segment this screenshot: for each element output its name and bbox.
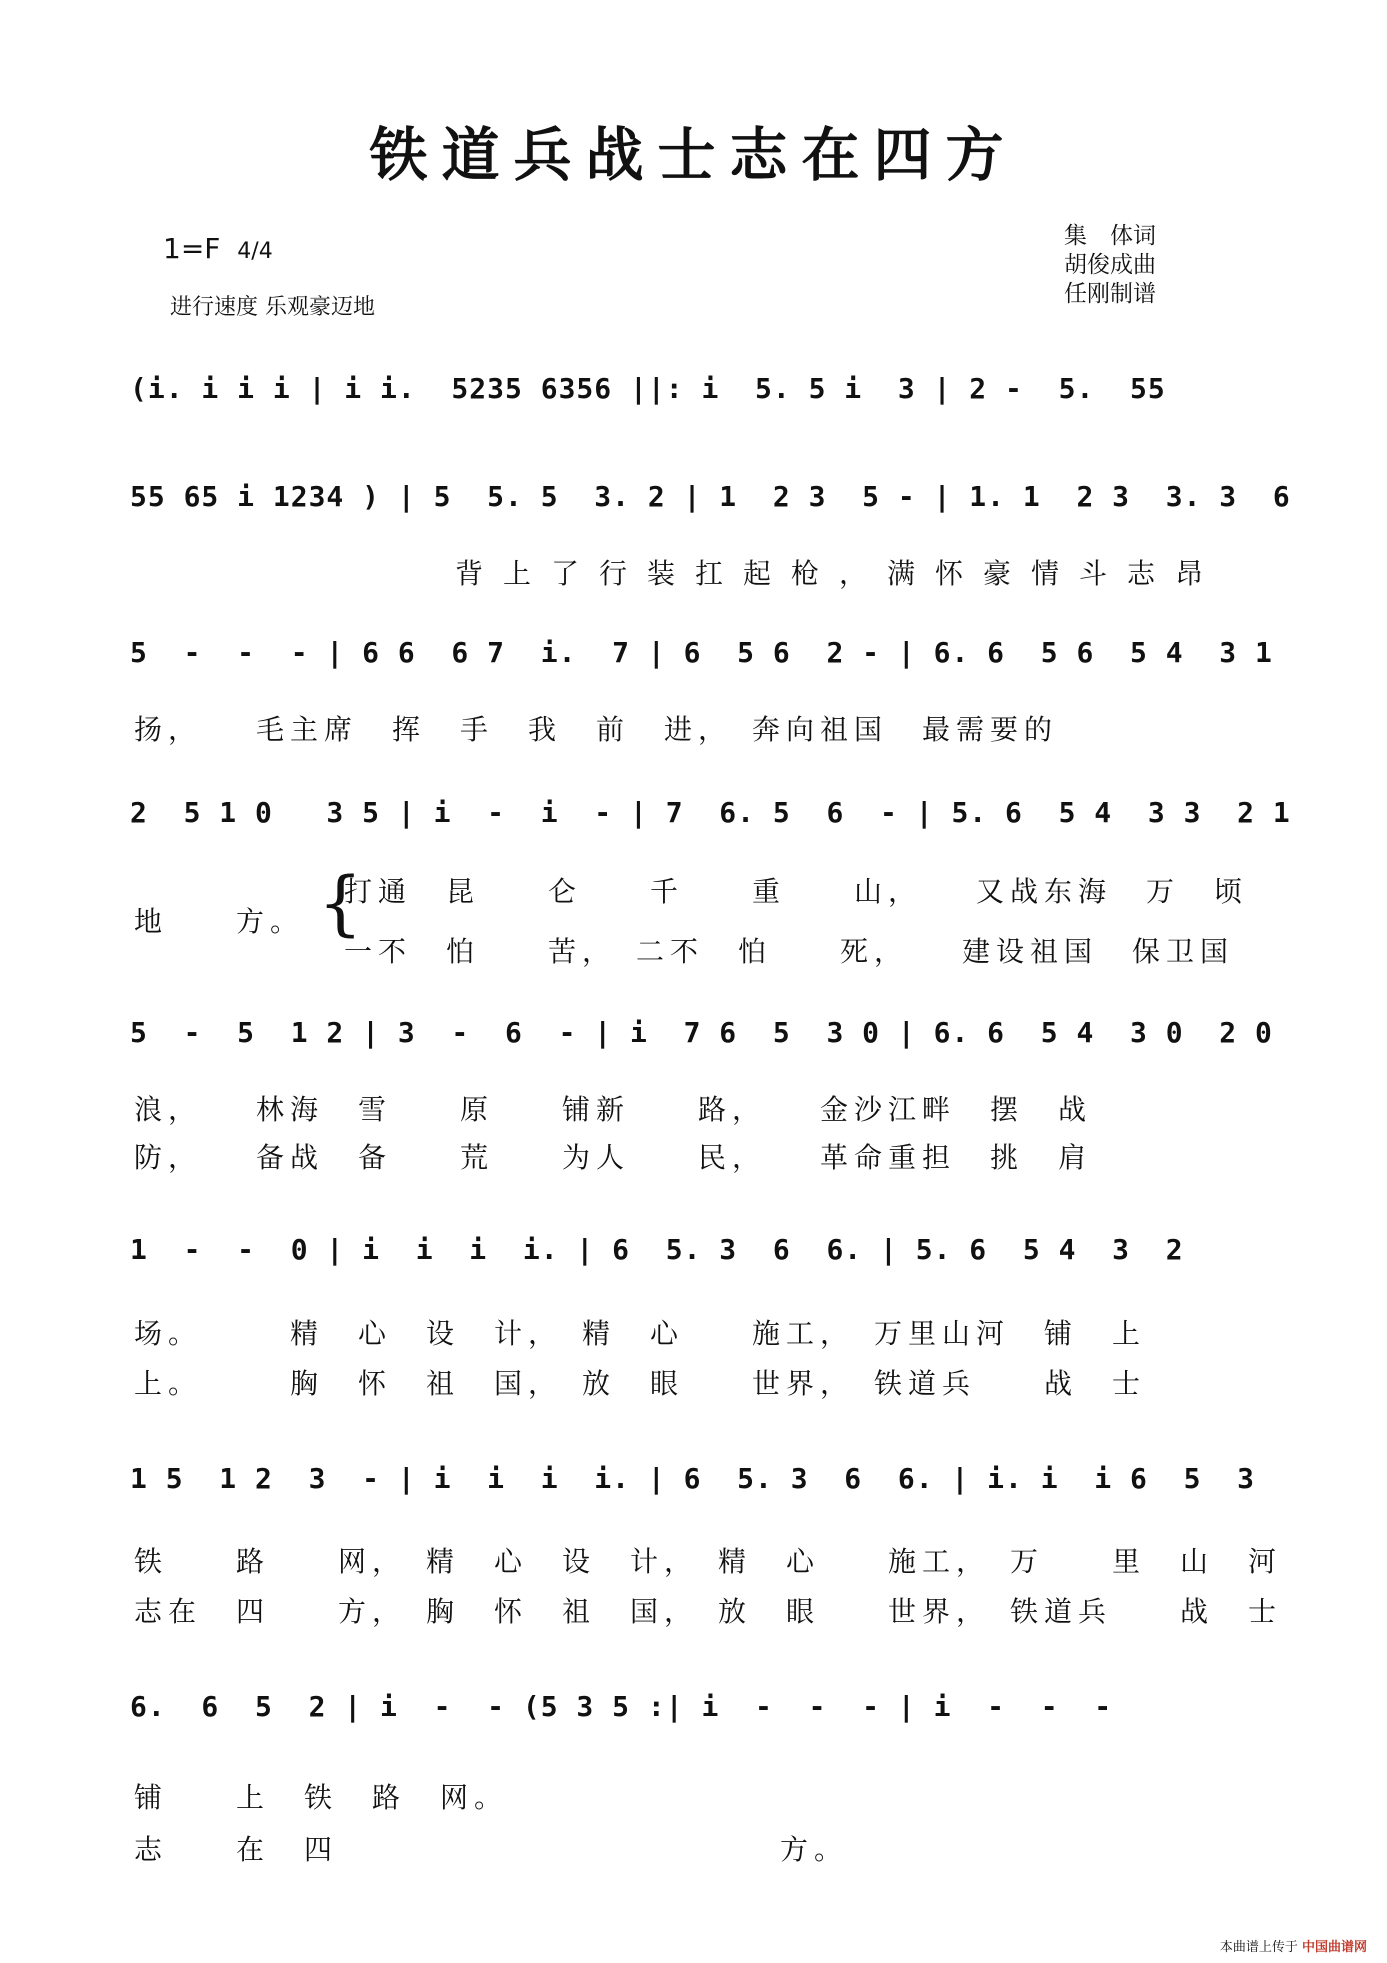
lyric-line-3-verse-2: 一不 怕 苦， 二不 怕 死， 建设祖国 保卫国 — [344, 935, 1235, 968]
lyric-line-7-verse-1: 铺 上 铁 路 网。 — [134, 1781, 509, 1814]
lyric-line-4-verse-1: 浪， 林海 雪 原 铺新 路， 金沙江畔 摆 战 — [134, 1093, 1093, 1126]
arranger: 任刚制谱 — [1064, 281, 1156, 307]
lyric-line-2: 扬， 毛主席 挥 手 我 前 进， 奔向祖国 最需要的 — [134, 713, 1059, 746]
footer-credit: 本曲谱上传于 中国曲谱网 — [1219, 1940, 1367, 1955]
staff-line-8: 6. 6 5 2 | i - - (5 3 5 :| i - - - | i - - - — [130, 1690, 1113, 1723]
lyric-line-3-verse-1: 打通 昆 仑 千 重 山， 又战东海 万 顷 — [344, 875, 1249, 908]
tempo-marking: 进行速度 乐观豪迈地 — [170, 295, 375, 320]
composer: 胡俊成曲 — [1064, 252, 1156, 278]
staff-line-1: (i. i i i | i i. 5235 6356 ||: i 5. 5 i 3 | 2 - 5. 55 — [130, 372, 1166, 405]
key-signature: 1=F 4/4 — [163, 232, 273, 265]
lyric-line-1: 背上了行装扛起枪，满怀豪情斗志昂 — [455, 557, 1224, 590]
verse-brace: { — [318, 862, 363, 944]
lyric-line-4-verse-2: 防， 备战 备 荒 为人 民， 革命重担 挑 肩 — [134, 1141, 1093, 1174]
staff-line-3: 5 - - - | 6 6 6 7 i. 7 | 6 5 6 2 - | 6. 6 5 6 5 4 3 1 — [130, 636, 1273, 669]
song-title: 铁道兵战士志在四方 — [369, 121, 1018, 189]
lyric-line-5-verse-2: 上。 胸 怀 祖 国， 放 眼 世界， 铁道兵 战 士 — [134, 1367, 1147, 1400]
lyric-line-3-shared: 地 方。 — [134, 905, 305, 938]
lyric-line-5-verse-1: 场。 精 心 设 计， 精 心 施工， 万里山河 铺 上 — [134, 1317, 1147, 1350]
credits — [1064, 222, 1156, 309]
staff-line-6: 1 - - 0 | i i i i. | 6 5. 3 6 6. | 5. 6 5 4 3 2 — [130, 1233, 1184, 1266]
staff-line-5: 5 - 5 1 2 | 3 - 6 - | i 7 6 5 3 0 | 6. 6 5 4 3 0 2 0 — [130, 1016, 1273, 1049]
staff-line-7: 1 5 1 2 3 - | i i i i. | 6 5. 3 6 6. | i. i i 6 5 3 — [130, 1462, 1256, 1495]
staff-line-4: 2 5 1 0 3 5 | i - i - | 7 6. 5 6 - | 5. 6 5 4 3 3 2 1 — [130, 796, 1291, 829]
site-name[interactable]: 中国曲谱网 — [1301, 1940, 1367, 1955]
time-signature: 4/4 — [237, 239, 273, 264]
lyric-line-7-verse-2: 志 在 四 方。 — [134, 1833, 849, 1866]
lyricist: 集 体词 — [1064, 223, 1156, 249]
staff-line-2: 55 65 i 1234 ) | 5 5. 5 3. 2 | 1 2 3 5 - | 1. 1 2 3 3. 3 6 — [130, 480, 1291, 513]
lyric-line-6-verse-1: 铁 路 网， 精 心 设 计， 精 心 施工， 万 里 山 河 — [134, 1545, 1283, 1578]
lyric-line-6-verse-2: 志在 四 方， 胸 怀 祖 国， 放 眼 世界， 铁道兵 战 士 — [134, 1595, 1283, 1628]
